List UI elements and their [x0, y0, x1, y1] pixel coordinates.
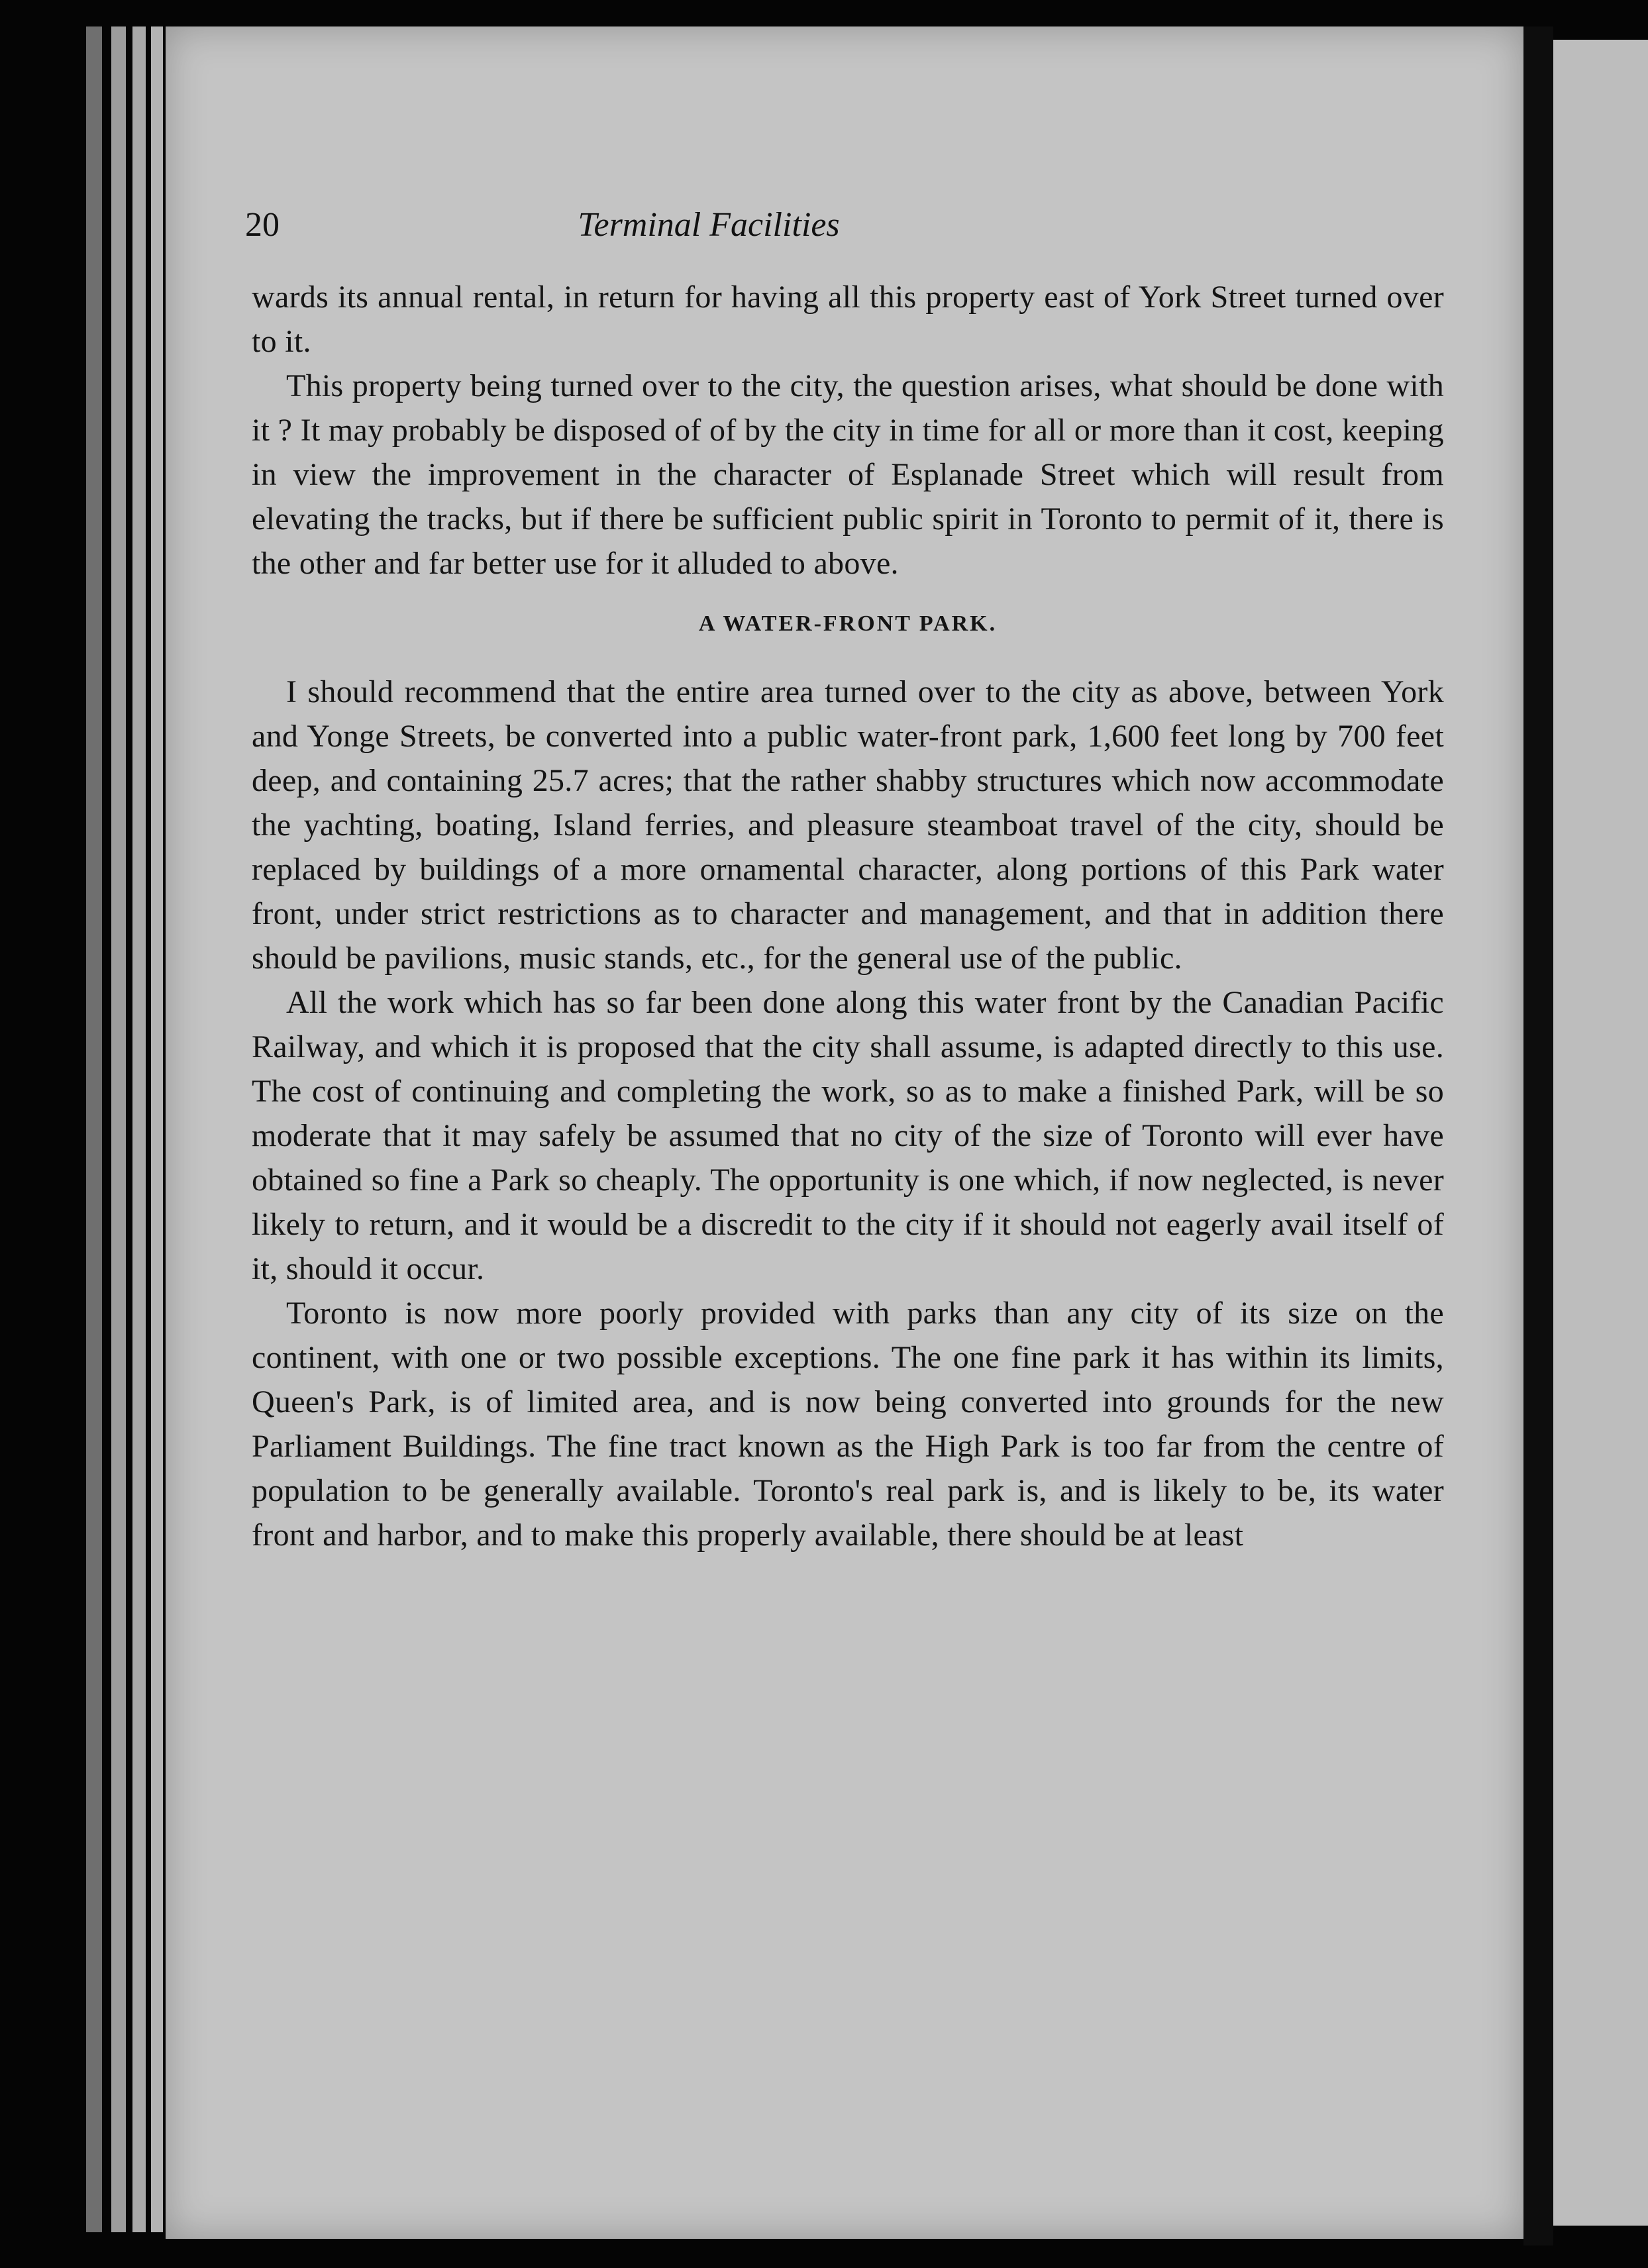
paragraph: wards its annual rental, in return for having all this property east of York Street turned over to it. — [252, 280, 1444, 359]
section-heading: A WATER-FRONT PARK. — [698, 611, 998, 636]
book-edge — [86, 26, 102, 2232]
paragraph: This property being turned over to the city, the question arises, what should be done with it ? It may probably be disposed of of by the city in time for all or more than it cost, keeping in view the improvement in the character of Esplanade Street which will result from elevating the tracks, but if there be sufficient public spirit in Toronto to permit of it, there is the other and far better use for it alluded to above. — [252, 368, 1444, 581]
book-edge — [132, 26, 146, 2232]
page-number: 20 — [245, 206, 280, 244]
page-body — [252, 275, 1444, 1557]
book-edge — [151, 26, 163, 2232]
running-title: Terminal Facilities — [578, 206, 840, 244]
paragraph: All the work which has so far been done along this water front by the Canadian Pacific Railway, and which it is proposed that the city shall assume, is adapted directly to this use. The cost of continuing and completing the work, so as to make a finished Park, will be so moderate that it may safely be assumed that no city of the size of Toronto will ever have obtained so fine a Park so cheaply. The opportunity is one which, if now neglected, is never likely to return, and it would be a discredit to the city if it should not eagerly avail itself of it, should it occur. — [252, 985, 1444, 1286]
gutter-shadow — [1523, 26, 1553, 2245]
page-header — [245, 199, 1451, 258]
paragraph: Toronto is now more poorly provided with parks than any city of its size on the continent, with one or two possible exceptions. The one fine park it has within its limits, Queen's Park, is of limited area, and is now being converted into grounds for the new Parliament Buildings. The fine tract known as the High Park is too far from the centre of population to be generally available. Toronto's real park is, and is likely to be, its water front and harbor, and to make this properly available, there should be at least — [252, 1296, 1444, 1553]
paragraph: I should recommend that the entire area turned over to the city as above, between York and Yonge Streets, be converted into a public water-front park, 1,600 feet long by 700 feet deep, and containing 25.7 acres; that the rather shabby structures which now accommodate the yachting, boating, Island ferries, and pleasure steamboat travel of the city, should be replaced by buildings of a more ornamental character, along portions of this Park water front, under strict restrictions as to character and management, and that in addition there should be pavilions, music stands, etc., for the general use of the public. — [252, 674, 1444, 976]
facing-page-edge — [1553, 40, 1648, 2226]
book-edge — [111, 26, 126, 2232]
